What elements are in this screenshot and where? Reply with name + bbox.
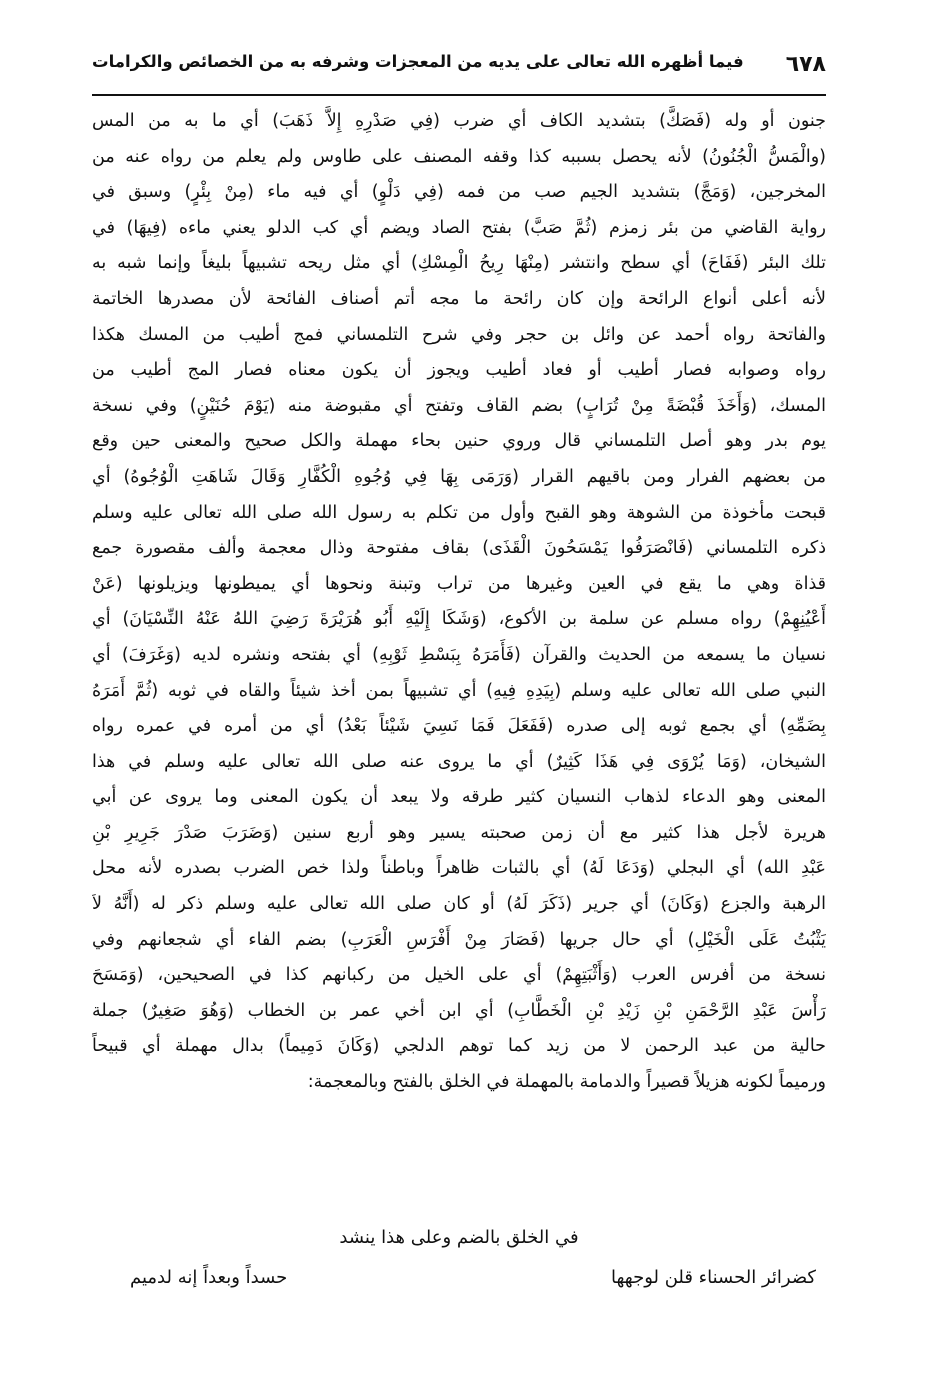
text-line: هريرة لأجل هذا كثير مع أن زمن صحبته يسير وهو أربع سنين (وَضَرَبَ صَدْرَ جَرِيرِ بْنِ — [92, 822, 826, 843]
text-line: نسخة من أفرس العرب (وَأَثْبَتِهِمْ) أي على الخيل من ركبانهم كذا في الصحيحين، (وَمَسَحَ — [92, 965, 826, 986]
first-hemistich: كضرائر الحسناء قلن لوجهها — [610, 1267, 816, 1288]
text-line: ذكره التلمساني (فَانْصَرَفُوا يَمْسَحُونَ الْقَذَى) بقاف مفتوحة وذال معجمة وألف مقصورة جمع — [92, 538, 826, 559]
text-line: قذاة وهي ما يقع في العين وغيرها من تراب وتبنة ونحوها أي يميطونها ويزيلونها (عَنْ — [92, 573, 826, 594]
text-line: رَأْسَ عَبْدِ الرَّحْمَنِ بْنِ زَيْدِ بْنِ الْخَطَّابِ) أي ابن أخي عمر بن الخطاب (وَهُوَ صَغِيرٌ) جملة — [92, 1000, 826, 1021]
text-line: تلك البئر (فَفَاحَ) أي سطح وانتشر (مِنْهَا رِيحُ الْمِسْكِ) أي مثل ريحه تشبيهاً بليغاً وإنما شبه به — [92, 253, 826, 274]
text-line: من بعضهم الفرار ومن باقيهم القرار (وَرَمَى بِهَا فِي وُجُوهِ الْكُفَّارِ وَقَالَ شَاهَتِ الْوُجُوهُ) أي — [92, 466, 826, 487]
text-line: المخرجين، (وَمَجَّ) بتشديد الجيم صب من فمه (فِي دَلْوٍ) أي فيه ماء (مِنْ بِئْرٍ) وسبق في — [92, 182, 826, 203]
page-number: ٦٧٨ — [785, 52, 826, 77]
text-line: (والْمَسُّ الْجُنُونُ) لأنه يحصل بسببه كذا وقفه المصنف على طاوس ولم يعلم من رواه عنه من — [92, 146, 826, 167]
text-line: رواه وصوابه فصار أطيب أو فعاد أطيب ويجوز أن يكون معناه فصار المج أطيب من — [92, 360, 826, 381]
page-header — [92, 46, 826, 94]
text-line: المسك، (وَأَخَذَ قُبْضَةً مِنْ تُرَابٍ) بضم القاف وتفتح أي مقبوضة منه (يَوْمَ حُنَيْنٍ) وفي نسخة — [92, 395, 826, 416]
text-line: قبحت مأخوذة من الشوهة وهو القبح وأول من تكلم به رسول الله صلى الله تعالى عليه وسلم — [92, 502, 826, 523]
text-line: يَثْبُتُ عَلَى الْخَيْلِ) أي حال جريها (فَصَارَ مِنْ أَفْرَسِ الْعَرَبِ) بضم الفاء أي شجعانهم وفي — [92, 929, 826, 950]
text-line: أَعْيُنِهِمْ) رواه مسلم عن سلمة بن الأكوع، (وَشَكَا إِلَيْهِ أَبُو هُرَيْرَةَ رَضِيَ اللهُ عَنْهُ النِّسْيَانَ) أي — [92, 609, 826, 630]
second-hemistich: حسداً وبعداً إنه لدميم — [130, 1267, 288, 1288]
header-divider — [92, 94, 826, 96]
text-line: الرهبة والجزع (وَكَانَ) أي جرير (ذَكَرَ لَهُ) أو كان صلى الله تعالى عليه وسلم ذكر له (أَنَّهُ لاَ — [92, 894, 826, 915]
text-line: نسيان ما يسمعه من الحديث والقرآن (فَأَمَرَهُ بِبَسْطِ ثَوْبِهِ) أي بفتحه ونشره لديه (وَغَرَفَ) أي — [92, 644, 826, 665]
text-line: المعنى وهو الدعاء لذهاب النسيان كثير طرقه ولا يبعد أن يكون المعنى وما يروى عن أبي — [92, 787, 826, 808]
body-text — [92, 104, 826, 1101]
text-line: بِضَمِّهِ) أي بجمع ثوبه إلى صدره (فَفَعَلَ فَمَا نَسِيَ شَيْئاً بَعْدُ) أي من أمره في عمره رواه — [92, 716, 826, 737]
running-title: فيما أظهره الله تعالى على يديه من المعجزات وشرفه به من الخصائص والكرامات — [92, 52, 744, 71]
verse-intro: في الخلق بالضم وعلى هذا ينشد — [339, 1227, 579, 1248]
text-line: لأنه أعلى أنواع الرائحة وإن كان رائحة ما مجه أتم أصناف الفائحة لأن مصدرها الخاتمة — [92, 288, 826, 309]
text-line: يوم بدر وهو أصل التلمساني قال وروي حنين بحاء مهملة والكل صحيح والمعنى حين وقع — [92, 431, 826, 452]
poetry-verse — [130, 1258, 816, 1298]
text-line: عَبْدِ الله) أي البجلي (وَدَعَا لَهُ) أي بالثبات ظاهراً وباطناً ولذا خص الضرب بصدره لأنه محل — [92, 858, 826, 879]
text-line: النبي صلى الله تعالى عليه وسلم (بِيَدِهِ فِيهِ) أي تشبيهاً بمن أخذ شيئاً والقاه في ثوبه (ثُمَّ أَمَرَهُ — [92, 680, 826, 701]
text-line: رواية القاضي من بئر زمزم (ثُمَّ صَبَّ) بفتح الصاد ويضم أي كب الدلو يعني ماءه (فِيهَا) في — [92, 217, 826, 238]
text-line: الشيخان، (وَمَا يُرْوَى فِي هَذَا كَثِيرٌ) أي ما يروى عنه صلى الله تعالى عليه وسلم في هذا — [92, 751, 826, 772]
text-line: والفاتحة رواه أحمد عن وائل بن حجر وفي شرح التلمساني فمج أطيب من المسك هكذا — [92, 324, 826, 345]
text-line: ورميماً لكونه هزيلاً قصيراً والدمامة بالمهملة في الخلق بالفتح وبالمعجمة: — [307, 1072, 826, 1093]
text-line: حالية من عبد الرحمن لا من زيد كما توهم الدلجي (وَكَانَ دَمِيماً) بدال مهملة أي قبيحاً — [92, 1036, 826, 1057]
text-line: جنون أو وله (فَصَكَّ) بتشديد الكاف أي ضرب (فِي صَدْرِهِ إِلاَّ ذَهَبَ) أي ما به من المس — [92, 111, 826, 131]
